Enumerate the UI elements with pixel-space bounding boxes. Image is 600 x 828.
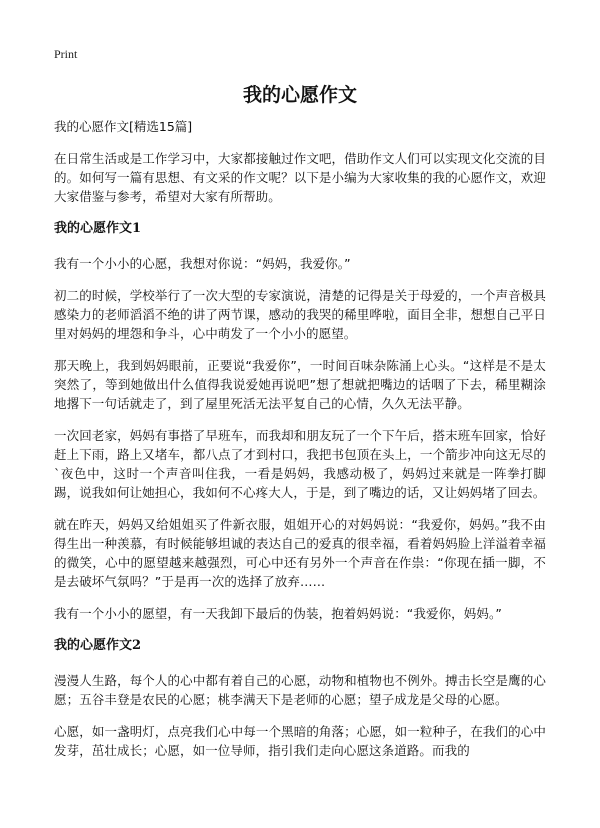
paragraph: 我有一个小小的愿望，有一天我卸下最后的伪装，抱着妈妈说：“我爱你，妈妈。” [54,606,502,621]
document-body [54,117,546,773]
paragraph: 漫漫人生路，每个人的心中都有着自己的心愿，动物和植物也不例外。搏击长空是鹰的心愿；五谷丰登是农民的心愿；桃李满天下是老师的心愿；望子成龙是父母的心愿。 [54,673,546,707]
section-heading-1: 我的心愿作文1 [54,221,142,236]
print-label: Print [54,47,78,61]
section-heading-2: 我的心愿作文2 [54,638,142,653]
paragraph: 就在昨天，妈妈又给姐姐买了件新衣服，姐姐开心的对妈妈说：“我爱你，妈妈。”我不由得生出一种羡慕，有时候能够坦诚的表达自己的爱真的很幸福，看着妈妈脸上洋溢着幸福的微笑，心中的愿望越来越强烈，可心中还有另外一个声音在作祟：“你现在插一脚，不是去破坏气氛吗？”于是再一次的选择了放弃…… [54,517,546,589]
paragraph: 一次回老家，妈妈有事搭了早班车，而我却和朋友玩了一个下午后，搭末班车回家，恰好赶上下雨，路上又堵车，都八点了才到村口，我把书包顶在头上，一个箭步冲向这无尽的`夜色中，这时一个声音叫住我，一看是妈妈，我感动极了，妈妈过来就是一阵拳打脚踢，说我如何让她担心，我如何不心疼大人，于是，到了嘴边的话，又让妈妈堵了回去。 [54,428,546,500]
document-subtitle: 我的心愿作文[精选15篇] [54,119,193,134]
paragraph: 心愿，如一盏明灯，点亮我们心中每一个黑暗的角落；心愿，如一粒种子，在我们的心中发芽，茁壮成长；心愿，如一位导师，指引我们走向心愿这条道路。而我的 [54,724,546,758]
page-title: 我的心愿作文 [242,84,357,106]
paragraph: 我有一个小小的心愿，我想对你说：“妈妈，我爱你。” [54,256,351,271]
paragraph: 初二的时候，学校举行了一次大型的专家演说，清楚的记得是关于母爱的，一个声音极具感染力的老师滔滔不绝的讲了两节课，感动的我哭的稀里哗啦，面目全非，想想自己平日里对妈妈的埋怨和争斗，心中萌发了一个小小的愿望。 [54,288,546,341]
intro-paragraph: 在日常生活或是工作学习中，大家都接触过作文吧，借助作文人们可以实现文化交流的目的。如何写一篇有思想、有文采的作文呢？以下是小编为大家收集的我的心愿作文，欢迎大家借鉴与参考，希望对大家有所帮助。 [54,151,546,204]
paragraph: 那天晚上，我到妈妈眼前，正要说“我爱你”，一时间百味杂陈涌上心头。“这样是不是太突然了，等到她做出什么值得我说爱她再说吧”想了想就把嘴边的话咽了下去，稀里糊涂地撂下一句话就走了，到了屋里死活无法平复自己的心情，久久无法平静。 [54,358,546,411]
